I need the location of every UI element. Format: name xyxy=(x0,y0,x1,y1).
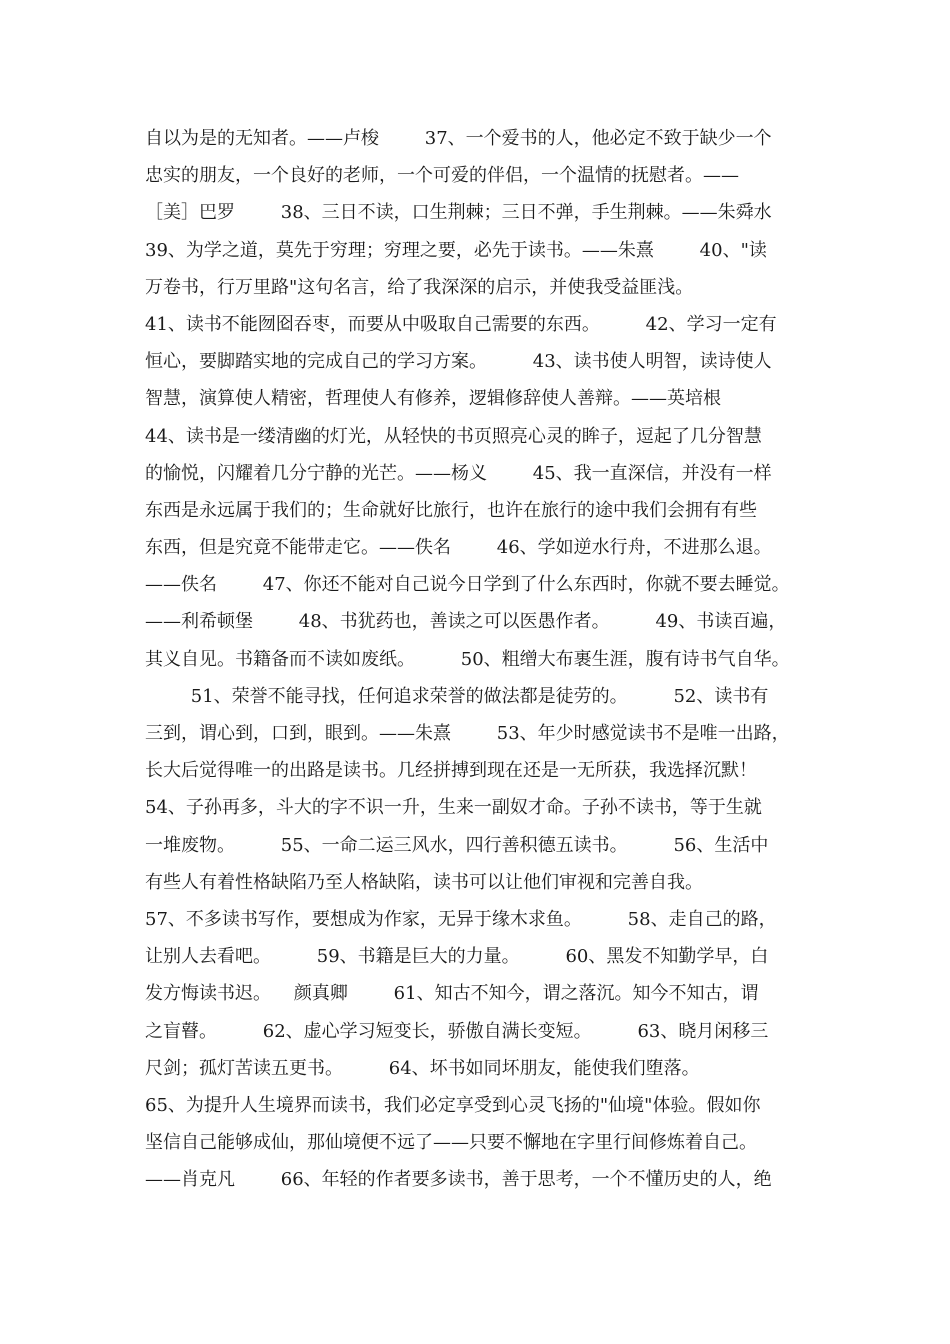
text-line: 智慧，演算使人精密，哲理使人有修养，逻辑修辞使人善辩。——英培根 xyxy=(145,388,721,410)
text-line: 东西是永远属于我们的；生命就好比旅行，也许在旅行的途中我们会拥有有些 xyxy=(145,499,757,521)
text-line: 自以为是的无知者。——卢梭 37、一个爱书的人，他必定不致于缺少一个 xyxy=(145,128,772,149)
text-line: 恒心，要脚踏实地的完成自己的学习方案。 43、读书使人明智，读诗使人 xyxy=(145,351,772,373)
text-line: ［美］巴罗 38、三日不读，口生荆棘；三日不弹，手生荆棘。——朱舜水 xyxy=(145,202,772,224)
text-line: 万卷书，行万里路"这句名言，给了我深深的启示，并使我受益匪浅。 xyxy=(145,276,694,298)
text-line: 39、为学之道，莫先于穷理；穷理之要，必先于读书。——朱熹 40、"读 xyxy=(145,239,767,261)
text-line: 51、荣誉不能寻找，任何追求荣誉的做法都是徒劳的。 52、读书有 xyxy=(145,685,769,707)
text-line: 41、读书不能囫囵吞枣，而要从中吸取自己需要的东西。 42、学习一定有 xyxy=(145,313,777,335)
text-line: 让别人去看吧。 59、书籍是巨大的力量。 60、黑发不知勤学早，白 xyxy=(145,946,769,968)
text-line: ——佚名 47、你还不能对自己说今日学到了什么东西时，你就不要去睡觉。 xyxy=(145,574,790,596)
text-line: 一堆废物。 55、一命二运三风水，四行善积德五读书。 56、生活中 xyxy=(145,834,769,856)
text-line: 57、不多读书写作，要想成为作家，无异于缘木求鱼。 58、走自己的路， xyxy=(145,908,777,930)
text-line: 44、读书是一缕清幽的灯光，从轻快的书页照亮心灵的眸子，逗起了几分智慧 xyxy=(145,425,762,447)
text-line: 忠实的朋友，一个良好的老师，一个可爱的伴侣，一个温情的抚慰者。—— xyxy=(145,165,739,187)
text-line: 65、为提升人生境界而读书，我们必定享受到心灵飞扬的"仙境"体验。假如你 xyxy=(145,1094,761,1116)
document-body xyxy=(145,120,815,1198)
text-line: 54、子孙再多，斗大的字不识一升，生来一副奴才命。子孙不读书，等于生就 xyxy=(145,797,762,819)
text-line: 有些人有着性格缺陷乃至人格缺陷，读书可以让他们审视和完善自我。 xyxy=(145,871,703,893)
text-line: 长大后觉得唯一的出路是读书。几经拼搏到现在还是一无所获，我选择沉默！ xyxy=(145,760,757,782)
text-line: 其义自见。书籍备而不读如废纸。 50、粗缯大布裹生涯，腹有诗书气自华。 xyxy=(145,648,790,670)
text-line: 之盲瞽。 62、虚心学习短变长，骄傲自满长变短。 63、晓月闲移三 xyxy=(145,1020,769,1042)
text-line: ——利希顿堡 48、书犹药也，善读之可以医愚作者。 49、书读百遍， xyxy=(145,611,787,633)
text-line: ——肖克凡 66、年轻的作者要多读书，善于思考，一个不懂历史的人，绝 xyxy=(145,1169,772,1191)
text-line: 东西，但是究竟不能带走它。——佚名 46、学如逆水行舟，不进那么退。 xyxy=(145,537,772,559)
text-line: 发方悔读书迟。 颜真卿 61、知古不知今，谓之落沉。知今不知古，谓 xyxy=(145,983,759,1005)
text-line: 三到，谓心到，口到，眼到。——朱熹 53、年少时感觉读书不是唯一出路， xyxy=(145,723,790,744)
text-line: 坚信自己能够成仙，那仙境便不远了——只要不懈地在字里行间修炼着自己。 xyxy=(145,1132,757,1154)
text-line: 的愉悦，闪耀着几分宁静的光芒。——杨义 45、我一直深信，并没有一样 xyxy=(145,462,772,484)
text-line: 尺剑；孤灯苦读五更书。 64、坏书如同坏朋友，能使我们堕落。 xyxy=(145,1057,700,1079)
